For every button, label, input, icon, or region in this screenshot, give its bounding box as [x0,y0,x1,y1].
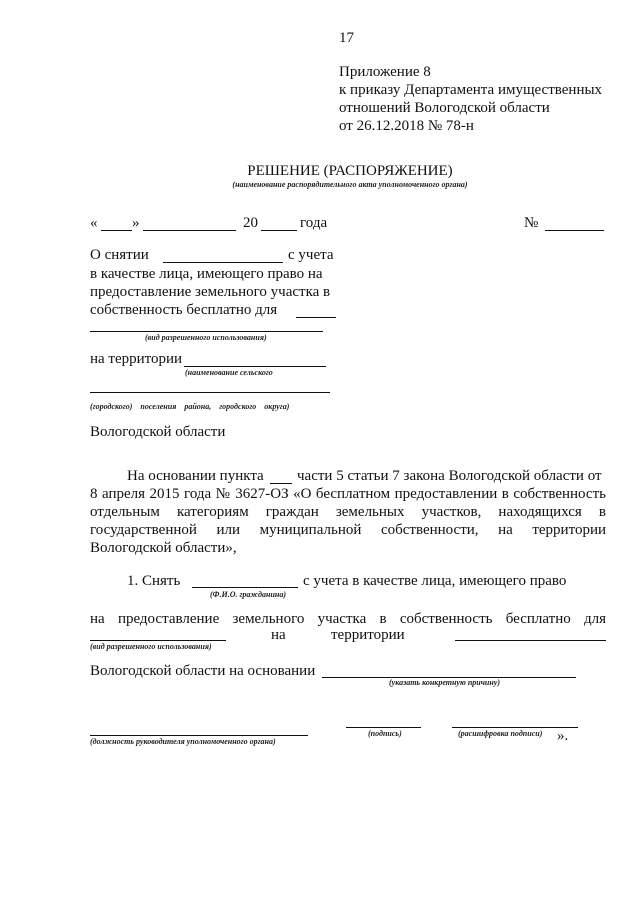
subject-use-blank [296,317,336,318]
item1-use-caption: (вид разрешенного использования) [90,642,212,651]
number-blank [545,230,604,231]
closing-quote: ». [557,728,569,744]
territory-label: на территории [90,351,183,367]
settlement-blank [90,392,330,393]
item1-territory-blank [455,640,606,641]
item1-rest: с учета в качестве лица, имеющего право [303,573,567,589]
appendix-line-2: к приказу Департамента имущественных [339,82,603,98]
item1-label: 1. Снять [127,573,181,589]
use-type-blank [90,331,323,332]
reason-caption: (указать конкретную причину) [389,678,501,687]
position-caption: (должность руководителя уполномоченного органа) [90,737,276,746]
item1-use-blank [90,640,226,641]
appendix-line-4: от 26.12.2018 № 78-н [339,118,474,134]
date-quote-open: « [90,215,98,231]
date-year-prefix: 20 [243,215,258,231]
date-quote-close: » [132,215,140,231]
subject-line-3: предоставление земельного участка в [90,284,331,300]
basis-line-5: Вологодской области», [90,540,237,556]
rural-caption: (наименование сельского [185,368,273,377]
appendix-line-3: отношений Вологодской области [339,100,550,116]
item1-line-2: на предоставление земельного участка в собственность бесплатно для [90,611,606,627]
item1-region-basis: Вологодской области на основании [90,663,316,679]
document-title: РЕШЕНИЕ (РАСПОРЯЖЕНИЕ) [247,163,453,179]
settlement-caption: (городского) поселения района, городского округа) [90,402,290,411]
subject-name-blank [163,262,283,263]
basis-line-4: государственной или муниципальной собственности, на территории [90,522,606,538]
decoding-caption: (расшифровка подписи) [458,729,543,738]
subject-line-4: собственность бесплатно для [90,302,278,318]
date-day-blank [101,230,132,231]
territory-blank [184,366,326,367]
subject-line-1a: О снятии [90,247,149,263]
basis-line-1b: части 5 статьи 7 закона Вологодской области от [297,468,602,484]
page-number: 17 [339,30,354,46]
fio-blank [192,587,298,588]
number-sign: № [524,215,539,231]
title-caption: (наименование распорядительного акта уполномоченного органа) [232,180,468,189]
appendix-line-1: Приложение 8 [339,64,431,80]
signature-blank [346,727,421,728]
basis-line-1a: На основании пункта [127,468,264,484]
basis-point-blank [270,483,292,484]
signature-caption: (подпись) [368,729,402,738]
item1-on: на [271,627,286,643]
item1-territory: территории [331,627,405,643]
basis-line-2: 8 апреля 2015 года № 3627-ОЗ «О бесплатном предоставлении в собственность [90,486,606,502]
date-year-blank [261,230,297,231]
date-month-blank [143,230,236,231]
subject-line-1b: с учета [288,247,334,263]
basis-line-3: отдельным категориям граждан земельных участков, находящихся в [90,504,606,520]
region-label: Вологодской области [90,424,226,440]
use-type-caption: (вид разрешенного использования) [145,333,267,342]
position-blank [90,735,308,736]
date-year-suffix: года [300,215,328,231]
subject-line-2: в качестве лица, имеющего право на [90,266,323,282]
fio-caption: (Ф.И.О. гражданина) [210,590,286,599]
